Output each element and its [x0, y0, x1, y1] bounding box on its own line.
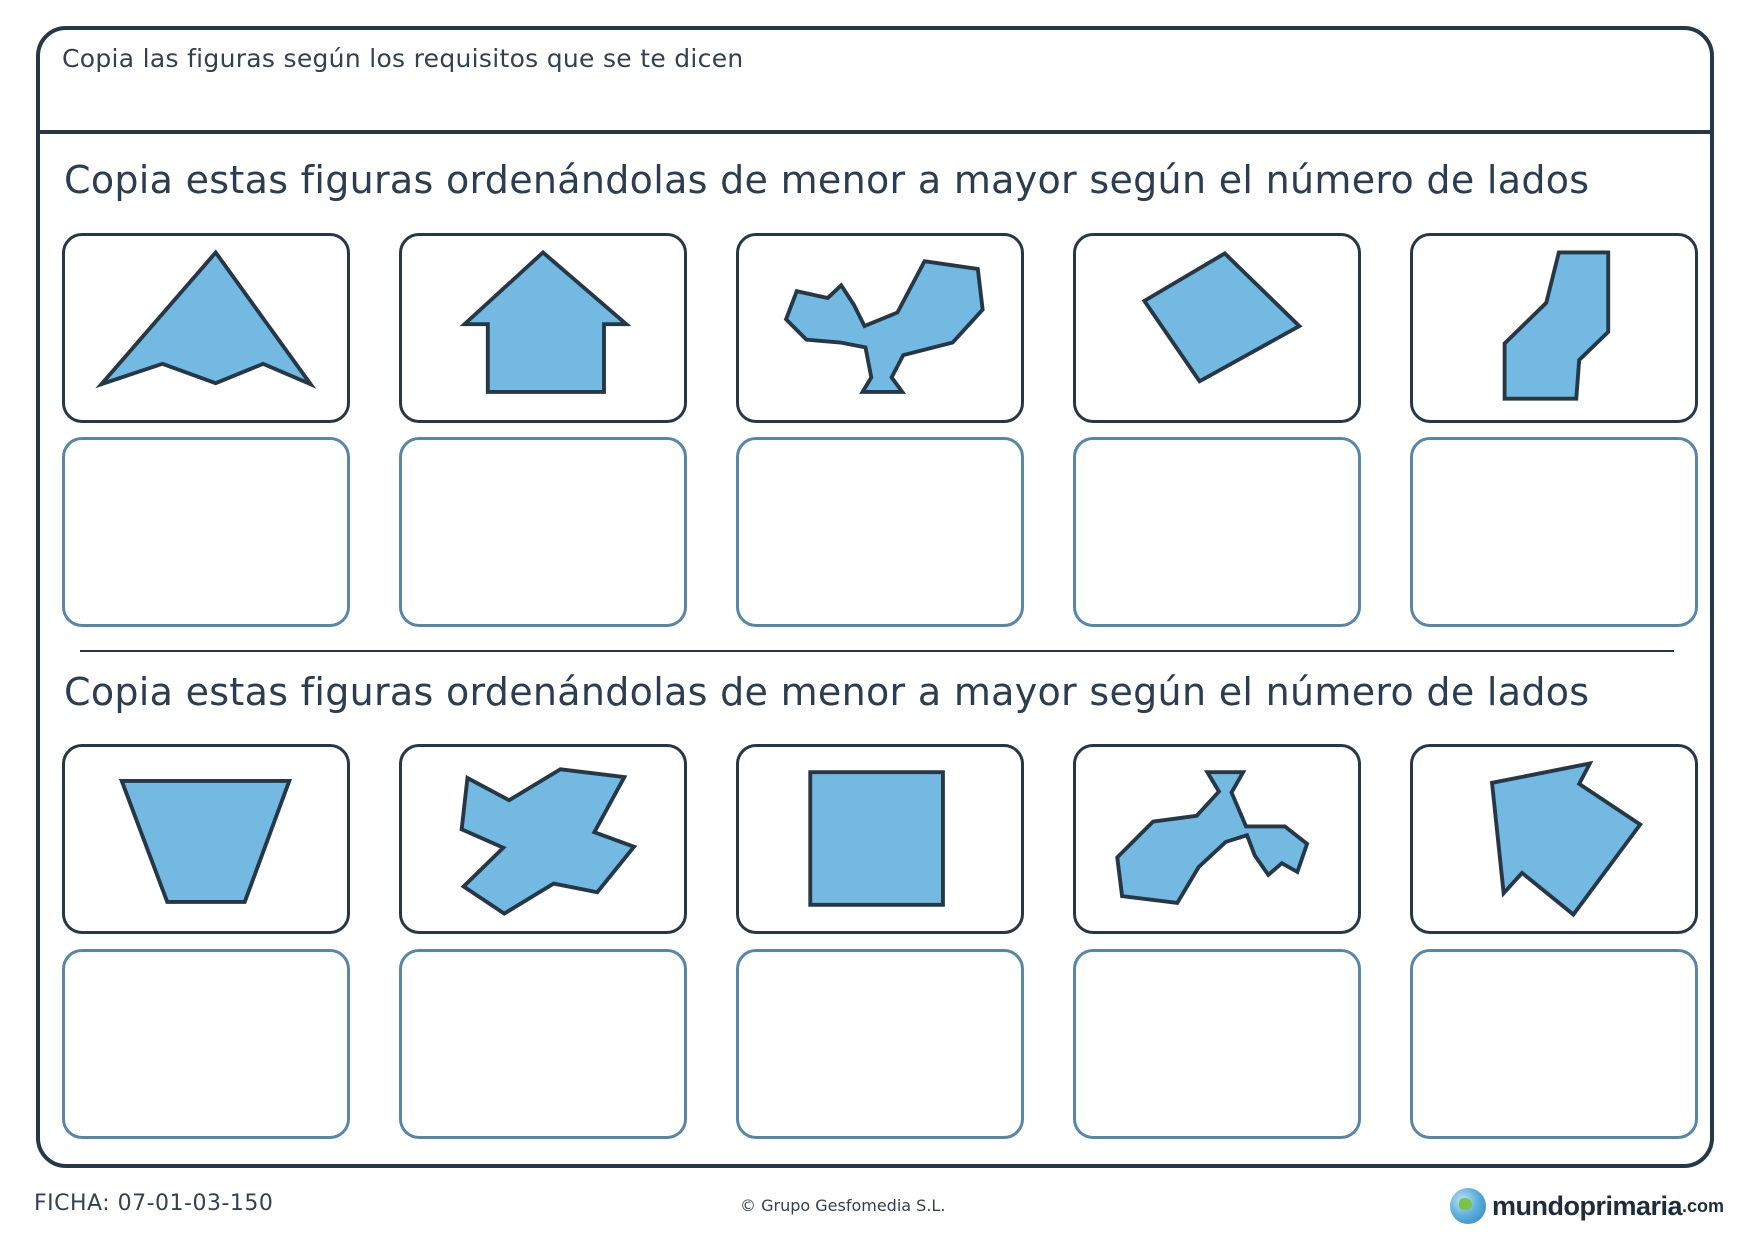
section-1-title: Copia estas figuras ordenándolas de menor a mayor según el número de lados [64, 158, 1590, 202]
logo-domain: .com [1682, 1195, 1725, 1216]
shape-box-2-3 [736, 744, 1024, 934]
arrowhead-pentagon-icon [65, 236, 347, 420]
shape-box-1-3 [736, 233, 1024, 423]
worksheet-code: FICHA: 07-01-03-150 [34, 1191, 274, 1216]
empty-answer-box-2-5[interactable] [1410, 949, 1698, 1139]
mundoprimaria-logo[interactable] [1450, 1186, 1724, 1226]
worksheet-instruction: Copia las figuras según los requisitos que se te dicen [62, 44, 744, 73]
shape-box-2-5 [1410, 744, 1698, 934]
irregular-polygon-icon [739, 236, 1021, 420]
shape-box-1-4 [1073, 233, 1361, 423]
logo-text: mundoprimaria [1492, 1190, 1683, 1221]
empty-answer-box-2-2[interactable] [399, 949, 687, 1139]
irregular-polygon-icon [1076, 747, 1358, 931]
section-separator [80, 650, 1674, 652]
trapezoid-icon [65, 747, 347, 931]
header-divider [36, 130, 1714, 134]
rhombus-icon [1076, 236, 1358, 420]
shape-box-1-2 [399, 233, 687, 423]
shape-box-2-1 [62, 744, 350, 934]
cross-polygon-icon [402, 747, 684, 931]
shape-box-2-2 [399, 744, 687, 934]
square-icon [739, 747, 1021, 931]
shape-box-2-4 [1073, 744, 1361, 934]
irregular-hexagon-icon [1413, 236, 1695, 420]
arrow-polygon-icon [1413, 747, 1695, 931]
empty-answer-box-2-3[interactable] [736, 949, 1024, 1139]
empty-answer-box-1-3[interactable] [736, 437, 1024, 627]
empty-answer-box-1-1[interactable] [62, 437, 350, 627]
shape-box-1-5 [1410, 233, 1698, 423]
empty-answer-box-2-4[interactable] [1073, 949, 1361, 1139]
shape-box-1-1 [62, 233, 350, 423]
empty-answer-box-1-4[interactable] [1073, 437, 1361, 627]
empty-answer-box-1-5[interactable] [1410, 437, 1698, 627]
house-pentagon-icon [402, 236, 684, 420]
copyright-notice: © Grupo Gesfomedia S.L. [740, 1196, 946, 1215]
section-2-title: Copia estas figuras ordenándolas de menor a mayor según el número de lados [64, 670, 1590, 714]
globe-icon [1450, 1188, 1486, 1224]
empty-answer-box-1-2[interactable] [399, 437, 687, 627]
empty-answer-box-2-1[interactable] [62, 949, 350, 1139]
